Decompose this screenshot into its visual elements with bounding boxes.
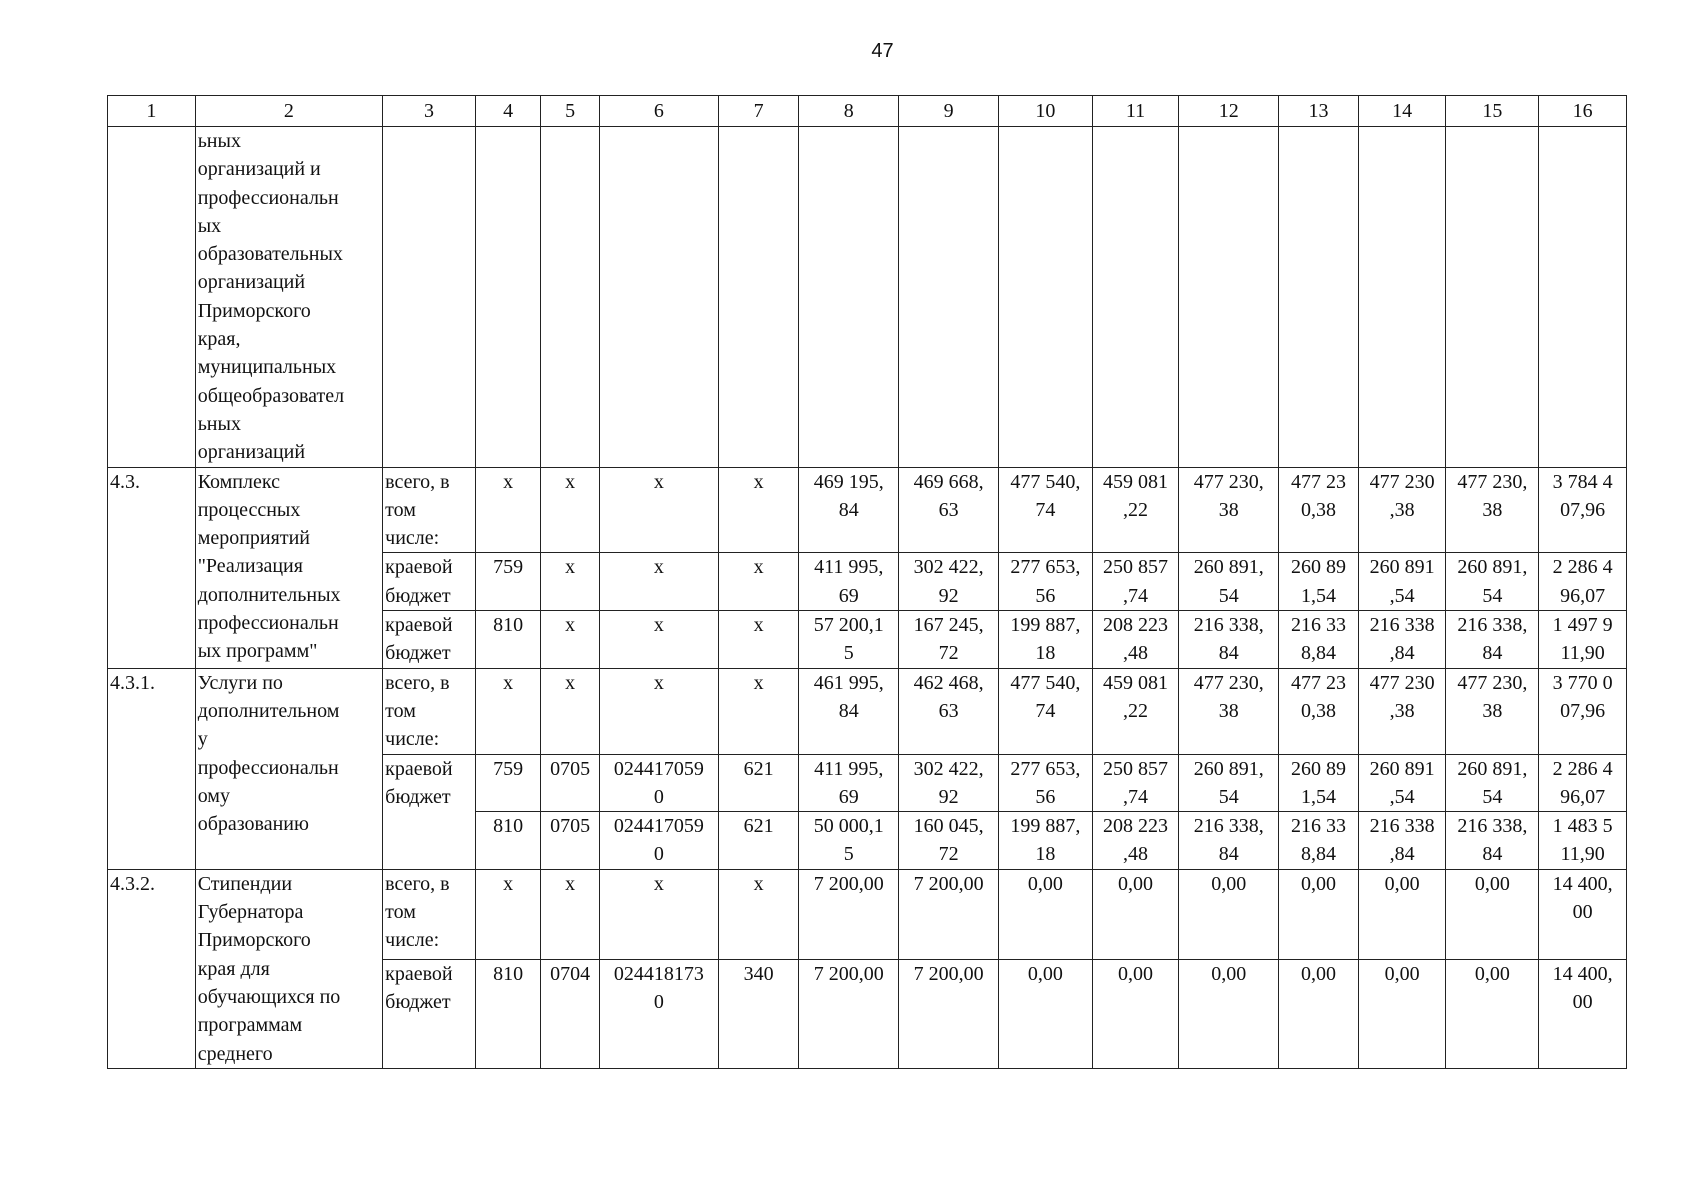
cell-name: Комплекс процессных мероприятий "Реализация дополнительных профессиональн ых программ" xyxy=(195,467,382,668)
cell-empty xyxy=(1539,127,1627,468)
cell-col6: х xyxy=(599,611,718,669)
cell-col4: 759 xyxy=(475,553,541,611)
cell-value: 216 338, 84 xyxy=(1446,812,1539,870)
cell-empty xyxy=(383,127,476,468)
col-header: 12 xyxy=(1179,96,1279,127)
cell-value: 461 995, 84 xyxy=(799,668,899,754)
cell-col4: 810 xyxy=(475,611,541,669)
cell-value: 0,00 xyxy=(1179,959,1279,1068)
cell-value: 0,00 xyxy=(1279,869,1359,959)
cell-value: 0,00 xyxy=(1358,869,1446,959)
cell-value: 199 887, 18 xyxy=(998,812,1092,870)
cell-value: 477 23 0,38 xyxy=(1279,668,1359,754)
cell-col5: х xyxy=(541,869,599,959)
cell-col4: 810 xyxy=(475,959,541,1068)
cell-source: всего, в том числе: xyxy=(383,467,476,553)
cell-value: 7 200,00 xyxy=(799,869,899,959)
cell-value: 260 891, 54 xyxy=(1179,553,1279,611)
cell-empty xyxy=(1446,127,1539,468)
col-header: 13 xyxy=(1279,96,1359,127)
cell-col7: х xyxy=(718,611,799,669)
cell-value: 0,00 xyxy=(998,959,1092,1068)
cell-value: 260 891 ,54 xyxy=(1358,754,1446,812)
cell-col7: 340 xyxy=(718,959,799,1068)
cell-col4: х xyxy=(475,467,541,553)
cell-col7: х xyxy=(718,668,799,754)
cell-col4: х xyxy=(475,668,541,754)
cell-col5: х xyxy=(541,553,599,611)
cell-value: 216 338 ,84 xyxy=(1358,611,1446,669)
cell-value: 0,00 xyxy=(1446,959,1539,1068)
continuation-row xyxy=(108,127,1627,468)
cell-value: 1 497 9 11,90 xyxy=(1539,611,1627,669)
cell-value: 0,00 xyxy=(998,869,1092,959)
cell-value: 477 23 0,38 xyxy=(1279,467,1359,553)
col-header: 11 xyxy=(1092,96,1179,127)
cell-value: 2 286 4 96,07 xyxy=(1539,754,1627,812)
cell-col7: 621 xyxy=(718,754,799,812)
cell-num xyxy=(108,127,196,468)
cell-value: 260 891 ,54 xyxy=(1358,553,1446,611)
cell-value: 7 200,00 xyxy=(899,869,999,959)
cell-num: 4.3.1. xyxy=(108,668,196,869)
cell-value: 459 081 ,22 xyxy=(1092,467,1179,553)
table-row xyxy=(108,869,1627,959)
cell-empty xyxy=(475,127,541,468)
cell-col5: 0705 xyxy=(541,812,599,870)
cell-name: Услуги по дополнительном у профессиональн ому образованию xyxy=(195,668,382,869)
cell-value: 216 338, 84 xyxy=(1446,611,1539,669)
cell-value: 277 653, 56 xyxy=(998,754,1092,812)
cell-source: краевой бюджет xyxy=(383,959,476,1068)
col-header: 7 xyxy=(718,96,799,127)
cell-empty xyxy=(1279,127,1359,468)
cell-col5: х xyxy=(541,611,599,669)
cell-num: 4.3.2. xyxy=(108,869,196,1068)
cell-empty xyxy=(1092,127,1179,468)
cell-value: 216 33 8,84 xyxy=(1279,611,1359,669)
col-header: 1 xyxy=(108,96,196,127)
cell-empty xyxy=(1358,127,1446,468)
cell-col7: х xyxy=(718,467,799,553)
table-row xyxy=(108,668,1627,754)
header-row xyxy=(108,96,1627,127)
cell-empty xyxy=(541,127,599,468)
cell-source: краевой бюджет xyxy=(383,754,476,812)
cell-source xyxy=(383,812,476,870)
cell-value: 7 200,00 xyxy=(899,959,999,1068)
cell-value: 7 200,00 xyxy=(799,959,899,1068)
cell-value: 260 891, 54 xyxy=(1179,754,1279,812)
cell-empty xyxy=(998,127,1092,468)
cell-value: 459 081 ,22 xyxy=(1092,668,1179,754)
cell-col7: 621 xyxy=(718,812,799,870)
cell-source: всего, в том числе: xyxy=(383,668,476,754)
cell-empty xyxy=(718,127,799,468)
col-header: 6 xyxy=(599,96,718,127)
cell-value: 0,00 xyxy=(1446,869,1539,959)
cell-col6: х xyxy=(599,467,718,553)
cell-col6: х xyxy=(599,668,718,754)
cell-col5: 0705 xyxy=(541,754,599,812)
cell-value: 302 422, 92 xyxy=(899,754,999,812)
cell-col6: 024417059 0 xyxy=(599,754,718,812)
cell-value: 462 468, 63 xyxy=(899,668,999,754)
col-header: 15 xyxy=(1446,96,1539,127)
cell-col5: х xyxy=(541,668,599,754)
cell-col4: 810 xyxy=(475,812,541,870)
cell-source: краевой бюджет xyxy=(383,553,476,611)
cell-value: 477 540, 74 xyxy=(998,668,1092,754)
cell-value: 260 89 1,54 xyxy=(1279,754,1359,812)
cell-value: 411 995, 69 xyxy=(799,553,899,611)
cell-value: 208 223 ,48 xyxy=(1092,812,1179,870)
cell-value: 277 653, 56 xyxy=(998,553,1092,611)
cell-col6: 024417059 0 xyxy=(599,812,718,870)
cell-value: 477 230, 38 xyxy=(1446,467,1539,553)
cell-value: 477 230, 38 xyxy=(1179,467,1279,553)
cell-value: 2 286 4 96,07 xyxy=(1539,553,1627,611)
cell-value: 477 230, 38 xyxy=(1446,668,1539,754)
col-header: 5 xyxy=(541,96,599,127)
cell-value: 260 891, 54 xyxy=(1446,553,1539,611)
cell-value: 50 000,1 5 xyxy=(799,812,899,870)
cell-col6: х xyxy=(599,553,718,611)
cell-col6: 024418173 0 xyxy=(599,959,718,1068)
cell-num: 4.3. xyxy=(108,467,196,668)
cell-empty xyxy=(799,127,899,468)
budget-table xyxy=(107,95,1627,1069)
col-header: 3 xyxy=(383,96,476,127)
col-header: 16 xyxy=(1539,96,1627,127)
cell-col4: 759 xyxy=(475,754,541,812)
cell-value: 216 338, 84 xyxy=(1179,611,1279,669)
cell-value: 0,00 xyxy=(1358,959,1446,1068)
cell-value: 250 857 ,74 xyxy=(1092,553,1179,611)
cell-value: 302 422, 92 xyxy=(899,553,999,611)
cell-value: 477 230, 38 xyxy=(1179,668,1279,754)
cell-value: 260 89 1,54 xyxy=(1279,553,1359,611)
cell-value: 469 668, 63 xyxy=(899,467,999,553)
cell-value: 3 770 0 07,96 xyxy=(1539,668,1627,754)
table-row xyxy=(108,467,1627,553)
cell-value: 208 223 ,48 xyxy=(1092,611,1179,669)
cell-col7: х xyxy=(718,869,799,959)
cell-value: 477 230 ,38 xyxy=(1358,467,1446,553)
cell-value: 0,00 xyxy=(1179,869,1279,959)
cell-col5: х xyxy=(541,467,599,553)
cell-value: 0,00 xyxy=(1092,869,1179,959)
cell-col7: х xyxy=(718,553,799,611)
cell-empty xyxy=(1179,127,1279,468)
page-number: 47 xyxy=(871,40,894,62)
cell-value: 477 230 ,38 xyxy=(1358,668,1446,754)
cell-name: ьных организаций и профессиональн ых образовательных организаций Приморского края, муниципальных общеобразовател ьных организаций xyxy=(195,127,382,468)
cell-value: 160 045, 72 xyxy=(899,812,999,870)
cell-value: 411 995, 69 xyxy=(799,754,899,812)
cell-source: всего, в том числе: xyxy=(383,869,476,959)
cell-value: 477 540, 74 xyxy=(998,467,1092,553)
col-header: 8 xyxy=(799,96,899,127)
cell-empty xyxy=(599,127,718,468)
col-header: 14 xyxy=(1358,96,1446,127)
cell-empty xyxy=(899,127,999,468)
cell-value: 1 483 5 11,90 xyxy=(1539,812,1627,870)
col-header: 2 xyxy=(195,96,382,127)
col-header: 9 xyxy=(899,96,999,127)
cell-value: 216 338, 84 xyxy=(1179,812,1279,870)
cell-value: 260 891, 54 xyxy=(1446,754,1539,812)
cell-value: 0,00 xyxy=(1092,959,1179,1068)
cell-value: 14 400, 00 xyxy=(1539,959,1627,1068)
cell-col6: х xyxy=(599,869,718,959)
cell-col4: х xyxy=(475,869,541,959)
cell-col5: 0704 xyxy=(541,959,599,1068)
col-header: 10 xyxy=(998,96,1092,127)
cell-value: 469 195, 84 xyxy=(799,467,899,553)
cell-value: 250 857 ,74 xyxy=(1092,754,1179,812)
cell-value: 57 200,1 5 xyxy=(799,611,899,669)
cell-value: 14 400, 00 xyxy=(1539,869,1627,959)
cell-value: 3 784 4 07,96 xyxy=(1539,467,1627,553)
cell-value: 167 245, 72 xyxy=(899,611,999,669)
cell-value: 0,00 xyxy=(1279,959,1359,1068)
cell-value: 216 33 8,84 xyxy=(1279,812,1359,870)
cell-source: краевой бюджет xyxy=(383,611,476,669)
cell-value: 199 887, 18 xyxy=(998,611,1092,669)
col-header: 4 xyxy=(475,96,541,127)
cell-name: Стипендии Губернатора Приморского края для обучающихся по программам среднего xyxy=(195,869,382,1068)
cell-value: 216 338 ,84 xyxy=(1358,812,1446,870)
